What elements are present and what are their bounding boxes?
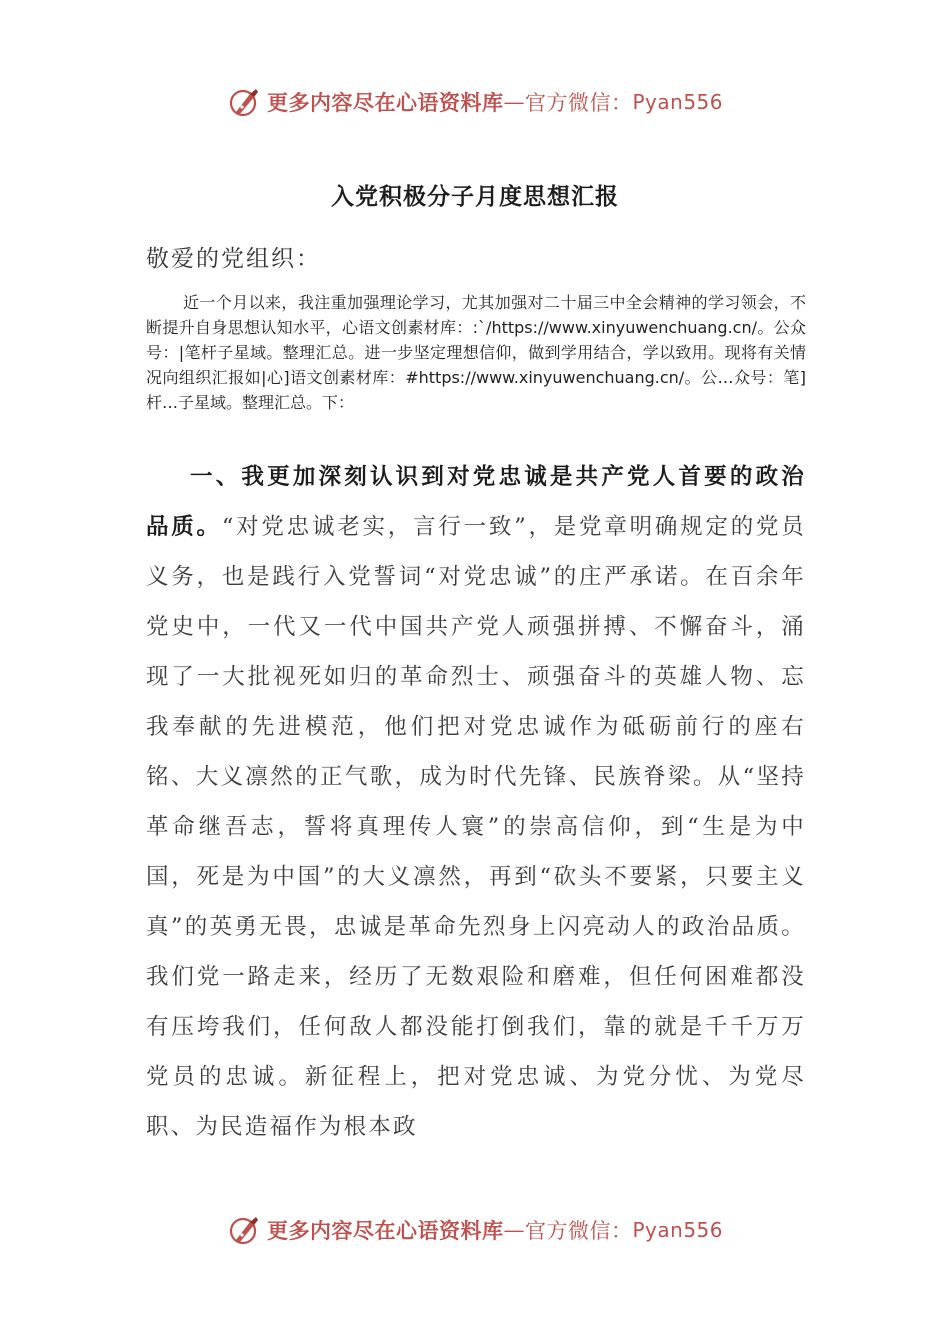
section-one-heading: 一、我更加深刻认识到对党忠诚是共产党人首要的政治品质。	[146, 464, 806, 540]
banner-wechat-label: 官方微信：	[524, 91, 633, 115]
banner-dash: —	[503, 1218, 525, 1242]
header-watermark-banner	[0, 80, 950, 124]
banner-wechat-handle: Pyan556	[632, 90, 723, 114]
pen-nib-circle-icon	[227, 85, 261, 119]
banner-main-text: 更多内容尽在心语资料库	[266, 90, 504, 115]
intro-paragraph: 近一个月以来，我注重加强理论学习，尤其加强对二十届三中全会精神的学习领会，不断提升自身思想认知水平，心语文创素材库：:`/https://www.xinyuwenchuang.cn/。公众号：|笔杆子星域。整理汇总。进一步坚定理想信仰，做到学用结合，学以致用。现将有关情况向组织汇报如|心]语文创素材库：#https://www.xinyuwenchuang.cn/。公…众号：笔]杆…子星域。整理汇总。下：	[146, 293, 806, 412]
banner-main-text: 更多内容尽在心语资料库	[266, 1218, 504, 1243]
section-one-body: “对党忠诚老实，言行一致”，是党章明确规定的党员义务，也是践行入党誓词“对党忠诚”的庄严承诺。在百余年党史中，一代又一代中国共产党人顽强拼搏、不懈奋斗，涌现了一大批视死如归的革命烈士、顽强奋斗的英雄人物、忘我奉献的先进模范，他们把对党忠诚作为砥砺前行的座右铭、大义凛然的正气歌，成为时代先锋、民族脊梁。从“坚持革命继吾志，誓将真理传人寰”的崇高信仰，到“生是为中国，死是为中国”的大义凛然，再到“砍头不要紧，只要主义真”的英勇无畏，忠诚是革命先烈身上闪亮动人的政治品质。我们党一路走来，经历了无数艰险和磨难，但任何困难都没有压垮我们，任何敌人都没能打倒我们，靠的就是千千万万党员的忠诚。新征程上，把对党忠诚、为党分忧、为党尽职、为民造福作为根本政	[146, 514, 806, 1140]
banner-dash: —	[503, 90, 525, 114]
pen-nib-circle-icon	[227, 1213, 261, 1247]
document-title: 入党积极分子月度思想汇报	[331, 183, 619, 210]
footer-watermark-banner	[0, 1208, 950, 1252]
section-one-paragraph	[146, 452, 806, 1152]
salutation: 敬爱的党组织：	[146, 246, 321, 272]
banner-wechat-label: 官方微信：	[524, 1219, 633, 1243]
banner-wechat-handle: Pyan556	[632, 1218, 723, 1242]
